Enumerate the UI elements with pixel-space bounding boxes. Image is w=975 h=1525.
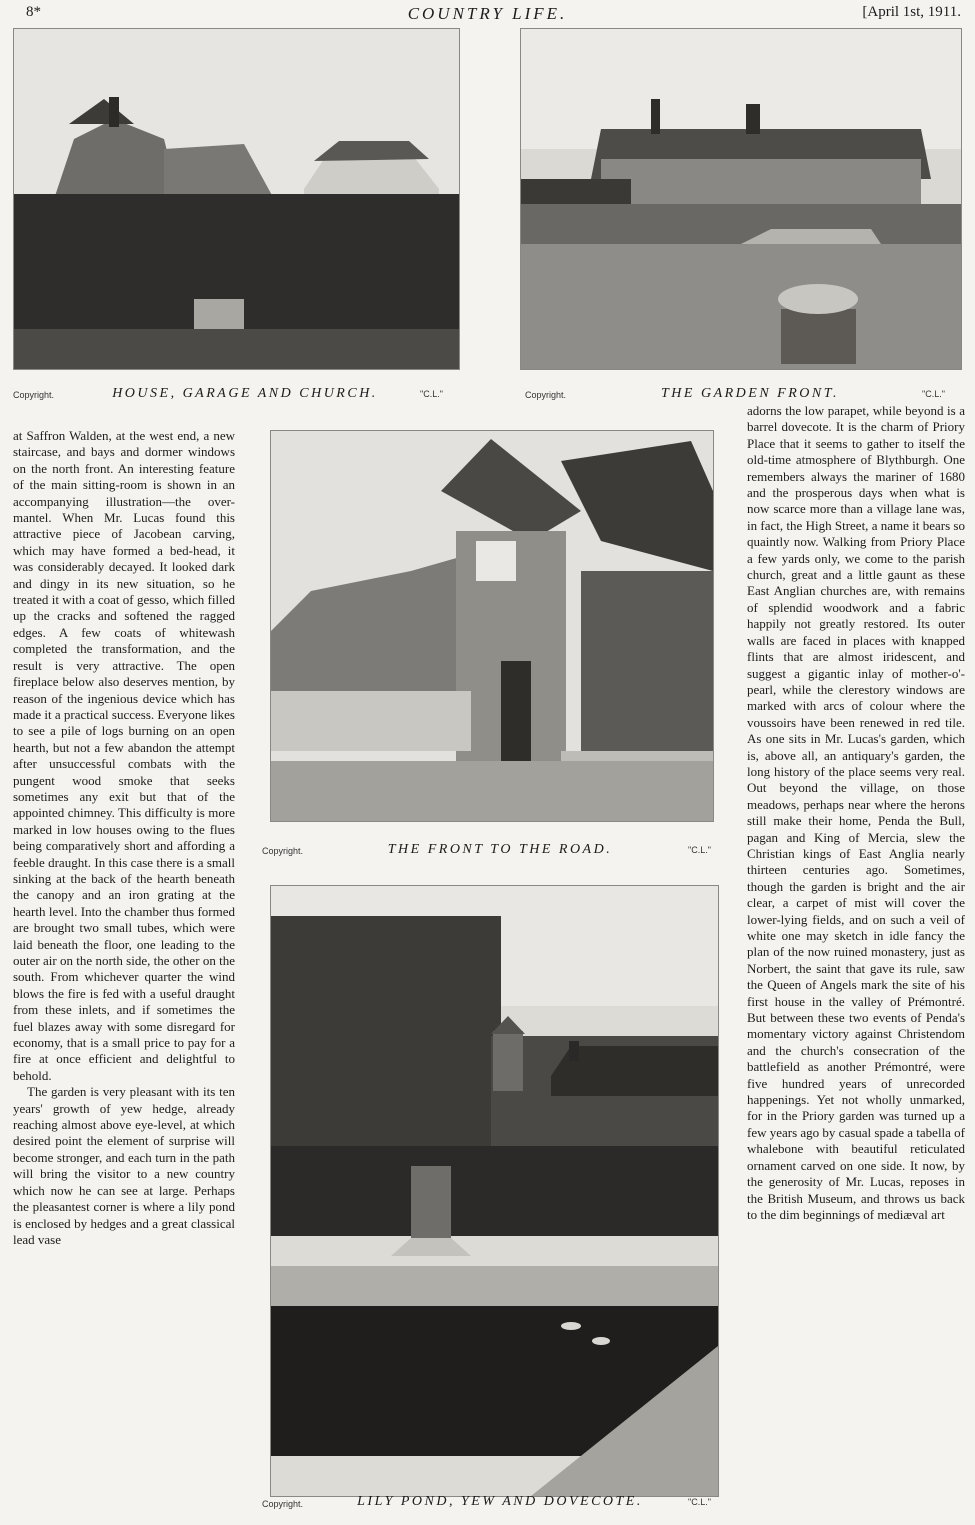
photo-credit: Copyright. — [13, 390, 55, 400]
article-paragraph: adorns the low parapet, while beyond is a barrel dovecote. It is the charm of Priory Place that it seems to gather to itself the old-time atmosphere of Blythburgh. One remembers always the mariner of 1680 and the prosperous days when what is now scarce more than a village lane was, in fact, the High Street, a name it bears so quaintly now. Walking from Priory Place a few yards only, we come to the parish church, great and a little gaunt as these East Anglian churches are, with remains of splendid woodwork and a fabric happily not greatly restored. Its outer walls are faced in places with knapped flints that are almost iridescent, and suggest a gigantic inlay of mother-o'-pearl, while the clerestory windows are marked with arcs of colour where the voussoirs have been renewed in red tile. As one sits in Mr. Lucas's garden, which is, above all, an antiquary's garden, the long history of the place seems very real. Out beyond the village, on those meadows, perhaps near where the herons still make their home, Penda the Bull, pagan and King of Mercia, slew the Christian kings of East Anglia nearly thirteen centuries ago. Sometimes, though the garden is bright and the air clear, a carpet of mist will cover the lower-lying fields, and on such a veil of white one may sketch in idle fancy the plan of the now ruined monastery, just as Norbert, the saint that gave its rule, saw the Queen of Angels mark the site of his first house in the valley of Prémontré. But between these two events of Penda's momentary victory against Christendom and the church's consecration of the battlefield as another Prémontré, were five hundred years of unrecorded happenings. Yet not wholly unmarked, for in the Priory garden was turned up a few years ago by casual spade a tabella of whalebone with beautiful reticulated ornament carved on one side. It now, by the generosity of Mr. Lucas, reposes in the British Museum, and throws us back to the dim beginnings of mediæval art — [747, 403, 965, 1222]
page-number: 8* — [26, 4, 41, 20]
issue-date: [April 1st, 1911. — [862, 4, 961, 20]
article-paragraph: The garden is very pleasant with its ten years' growth of yew hedge, already reaching almost above eye-level, at which desired point the element of surprise will become stronger, and each turn in the path will bring the visitor to a new country which now he can see at large. Perhaps the pleasantest corner is where a lily pond is enclosed by hedges and a great classical lead vase — [13, 1084, 235, 1247]
photo-credit: Copyright. — [262, 846, 304, 856]
photo-cl-mark: "C.L." — [688, 1497, 711, 1507]
photo-credit: Copyright. — [525, 390, 567, 400]
lily-pond-photo — [270, 885, 719, 1497]
photo-credit: Copyright. — [262, 1499, 304, 1509]
garden-front-photo — [520, 28, 962, 370]
article-paragraph: at Saffron Walden, at the west end, a new staircase, and bays and dormer windows on the north front. An interesting feature of the main sitting-room is shown in an accompanying illustration—the over-mantel. When Mr. Lucas found this attractive piece of Jacobean carving, which may have formed a bed-head, it was considerably decayed. It looked dark and dingy in its new situation, so he treated it with a coat of gesso, which filled up the cracks and softened the ragged edges. A few coats of whitewash completed the transformation, and the result is very attractive. The open fireplace below also deserves mention, by reason of the ingenious device which has made it a practical success. Everyone likes to see a pile of logs burning on an open hearth, but not a few abandon the attempt after unsuccessful combats with the pungent wood smoke that seeks sometimes any exit but that of the appointed chimney. This difficulty is more marked in low houses owing to the flues being comparatively short and affording a feeble draught. In this case there is a small sinking at the back of the hearth beneath the canopy and an iron grating at the hearth level. Into the chamber thus formed are brought two small tubes, which were laid beneath the floor, one leading to the outer air on the north side, the other on the south. From whichever quarter the wind blows the fire is fed with a useful draught from these inlets, and if sometimes the fuel blazes away with some disregard for economy, that is a small price to pay for a fire at once efficient and delightful to behold. — [13, 428, 235, 1083]
house-garage-church-photo — [13, 28, 460, 370]
photo-cl-mark: "C.L." — [688, 845, 711, 855]
photo-caption: THE FRONT TO THE ROAD. — [387, 842, 613, 857]
front-to-road-photo — [270, 430, 714, 822]
article-left-column — [13, 428, 235, 1518]
photo-caption: HOUSE, GARAGE AND CHURCH. — [112, 386, 378, 401]
article-right-column — [747, 403, 965, 1523]
photo-cl-mark: "C.L." — [420, 389, 443, 399]
magazine-title: COUNTRY LIFE. — [407, 4, 568, 23]
photo-caption: LILY POND, YEW AND DOVECOTE. — [357, 1494, 643, 1509]
photo-cl-mark: "C.L." — [922, 389, 945, 399]
photo-caption: THE GARDEN FRONT. — [661, 386, 839, 401]
